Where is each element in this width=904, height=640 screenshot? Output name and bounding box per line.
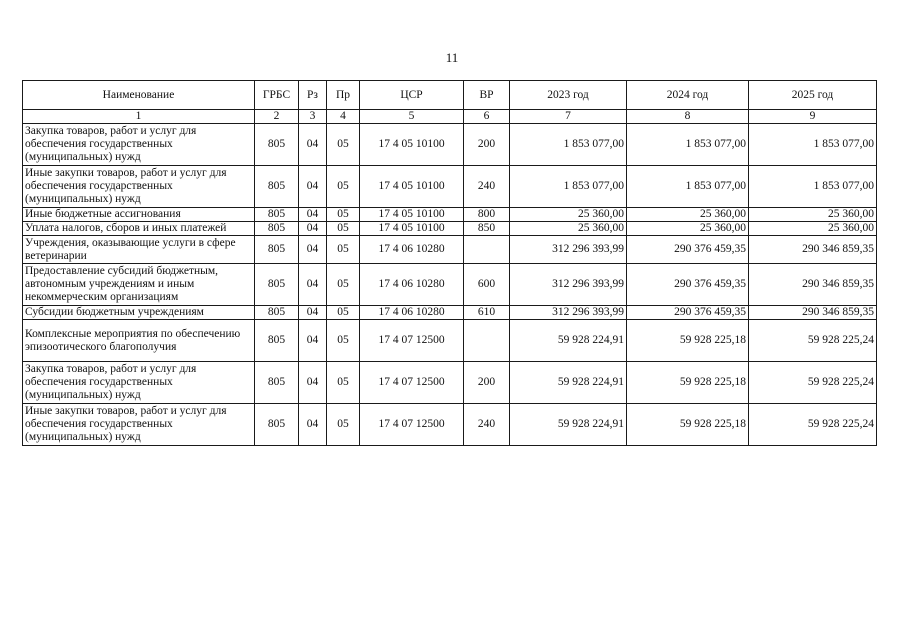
budget-table [22, 80, 877, 446]
column-number: 8 [627, 110, 749, 124]
row-2025: 1 853 077,00 [749, 166, 877, 208]
row-pr: 05 [327, 208, 360, 222]
row-pr: 05 [327, 264, 360, 306]
row-2025: 290 346 859,35 [749, 264, 877, 306]
row-2024: 59 928 225,18 [627, 320, 749, 362]
row-name: Закупка товаров, работ и услуг для обеспечения государственных (муниципальных) нужд [23, 124, 255, 166]
row-vr: 600 [464, 264, 510, 306]
row-csr: 17 4 05 10100 [360, 166, 464, 208]
row-2024: 1 853 077,00 [627, 166, 749, 208]
table-row [23, 222, 877, 236]
header-2023: 2023 год [510, 81, 627, 110]
row-name: Иные закупки товаров, работ и услуг для обеспечения государственных (муниципальных) нужд [23, 166, 255, 208]
row-pr: 05 [327, 236, 360, 264]
row-2024: 290 376 459,35 [627, 236, 749, 264]
row-pr: 05 [327, 166, 360, 208]
column-number: 2 [255, 110, 299, 124]
row-2025: 290 346 859,35 [749, 306, 877, 320]
column-number-row [23, 110, 877, 124]
table-row [23, 236, 877, 264]
row-2024: 1 853 077,00 [627, 124, 749, 166]
row-name: Предоставление субсидий бюджетным, автономным учреждениям и иным некоммерческим организациям [23, 264, 255, 306]
page-number: 11 [445, 50, 459, 65]
header-name: Наименование [23, 81, 255, 110]
row-grbs: 805 [255, 362, 299, 404]
row-vr: 200 [464, 362, 510, 404]
table-row [23, 124, 877, 166]
row-2023: 1 853 077,00 [510, 124, 627, 166]
row-pr: 05 [327, 362, 360, 404]
row-2024: 25 360,00 [627, 208, 749, 222]
column-number: 6 [464, 110, 510, 124]
row-rz: 04 [299, 222, 327, 236]
row-grbs: 805 [255, 208, 299, 222]
row-pr: 05 [327, 320, 360, 362]
row-csr: 17 4 07 12500 [360, 362, 464, 404]
row-vr: 610 [464, 306, 510, 320]
row-2024: 290 376 459,35 [627, 306, 749, 320]
header-rz: Рз [299, 81, 327, 110]
row-vr [464, 236, 510, 264]
row-rz: 04 [299, 362, 327, 404]
row-2023: 312 296 393,99 [510, 236, 627, 264]
table-row [23, 264, 877, 306]
row-2025: 25 360,00 [749, 222, 877, 236]
row-name: Иные бюджетные ассигнования [23, 208, 255, 222]
row-rz: 04 [299, 264, 327, 306]
row-2023: 1 853 077,00 [510, 166, 627, 208]
column-number: 3 [299, 110, 327, 124]
row-csr: 17 4 06 10280 [360, 236, 464, 264]
row-2025: 59 928 225,24 [749, 404, 877, 446]
row-2023: 25 360,00 [510, 208, 627, 222]
row-name: Уплата налогов, сборов и иных платежей [23, 222, 255, 236]
row-grbs: 805 [255, 124, 299, 166]
row-rz: 04 [299, 306, 327, 320]
column-number: 9 [749, 110, 877, 124]
row-grbs: 805 [255, 222, 299, 236]
row-2024: 59 928 225,18 [627, 404, 749, 446]
row-rz: 04 [299, 236, 327, 264]
row-rz: 04 [299, 124, 327, 166]
row-2023: 25 360,00 [510, 222, 627, 236]
row-name: Учреждения, оказывающие услуги в сфере ветеринарии [23, 236, 255, 264]
row-rz: 04 [299, 320, 327, 362]
row-grbs: 805 [255, 236, 299, 264]
row-2023: 59 928 224,91 [510, 404, 627, 446]
row-grbs: 805 [255, 264, 299, 306]
row-name: Комплексные мероприятия по обеспечению эпизоотического благополучия [23, 320, 255, 362]
row-2024: 25 360,00 [627, 222, 749, 236]
header-vr: ВР [464, 81, 510, 110]
table-row [23, 208, 877, 222]
row-2023: 312 296 393,99 [510, 306, 627, 320]
row-vr: 800 [464, 208, 510, 222]
row-rz: 04 [299, 208, 327, 222]
row-2025: 25 360,00 [749, 208, 877, 222]
row-csr: 17 4 05 10100 [360, 124, 464, 166]
header-csr: ЦСР [360, 81, 464, 110]
row-vr: 240 [464, 166, 510, 208]
column-number: 7 [510, 110, 627, 124]
row-grbs: 805 [255, 320, 299, 362]
row-2024: 59 928 225,18 [627, 362, 749, 404]
column-number: 4 [327, 110, 360, 124]
header-2024: 2024 год [627, 81, 749, 110]
row-2024: 290 376 459,35 [627, 264, 749, 306]
row-pr: 05 [327, 124, 360, 166]
table-row [23, 320, 877, 362]
row-pr: 05 [327, 222, 360, 236]
row-2025: 1 853 077,00 [749, 124, 877, 166]
row-csr: 17 4 07 12500 [360, 320, 464, 362]
row-2025: 290 346 859,35 [749, 236, 877, 264]
row-name: Закупка товаров, работ и услуг для обеспечения государственных (муниципальных) нужд [23, 362, 255, 404]
row-2025: 59 928 225,24 [749, 362, 877, 404]
table-row [23, 404, 877, 446]
header-grbs: ГРБС [255, 81, 299, 110]
row-csr: 17 4 07 12500 [360, 404, 464, 446]
row-pr: 05 [327, 404, 360, 446]
row-pr: 05 [327, 306, 360, 320]
table-row [23, 166, 877, 208]
row-name: Иные закупки товаров, работ и услуг для обеспечения государственных (муниципальных) нужд [23, 404, 255, 446]
row-2025: 59 928 225,24 [749, 320, 877, 362]
row-vr: 850 [464, 222, 510, 236]
row-2023: 59 928 224,91 [510, 362, 627, 404]
row-name: Субсидии бюджетным учреждениям [23, 306, 255, 320]
row-vr: 240 [464, 404, 510, 446]
row-vr [464, 320, 510, 362]
row-csr: 17 4 06 10280 [360, 264, 464, 306]
row-2023: 59 928 224,91 [510, 320, 627, 362]
header-pr: Пр [327, 81, 360, 110]
row-rz: 04 [299, 166, 327, 208]
row-grbs: 805 [255, 306, 299, 320]
row-vr: 200 [464, 124, 510, 166]
row-csr: 17 4 05 10100 [360, 222, 464, 236]
row-csr: 17 4 06 10280 [360, 306, 464, 320]
table-row [23, 306, 877, 320]
row-csr: 17 4 05 10100 [360, 208, 464, 222]
header-2025: 2025 год [749, 81, 877, 110]
row-rz: 04 [299, 404, 327, 446]
column-number: 5 [360, 110, 464, 124]
header-row [23, 81, 877, 110]
row-2023: 312 296 393,99 [510, 264, 627, 306]
table-row [23, 362, 877, 404]
column-number: 1 [23, 110, 255, 124]
row-grbs: 805 [255, 404, 299, 446]
row-grbs: 805 [255, 166, 299, 208]
